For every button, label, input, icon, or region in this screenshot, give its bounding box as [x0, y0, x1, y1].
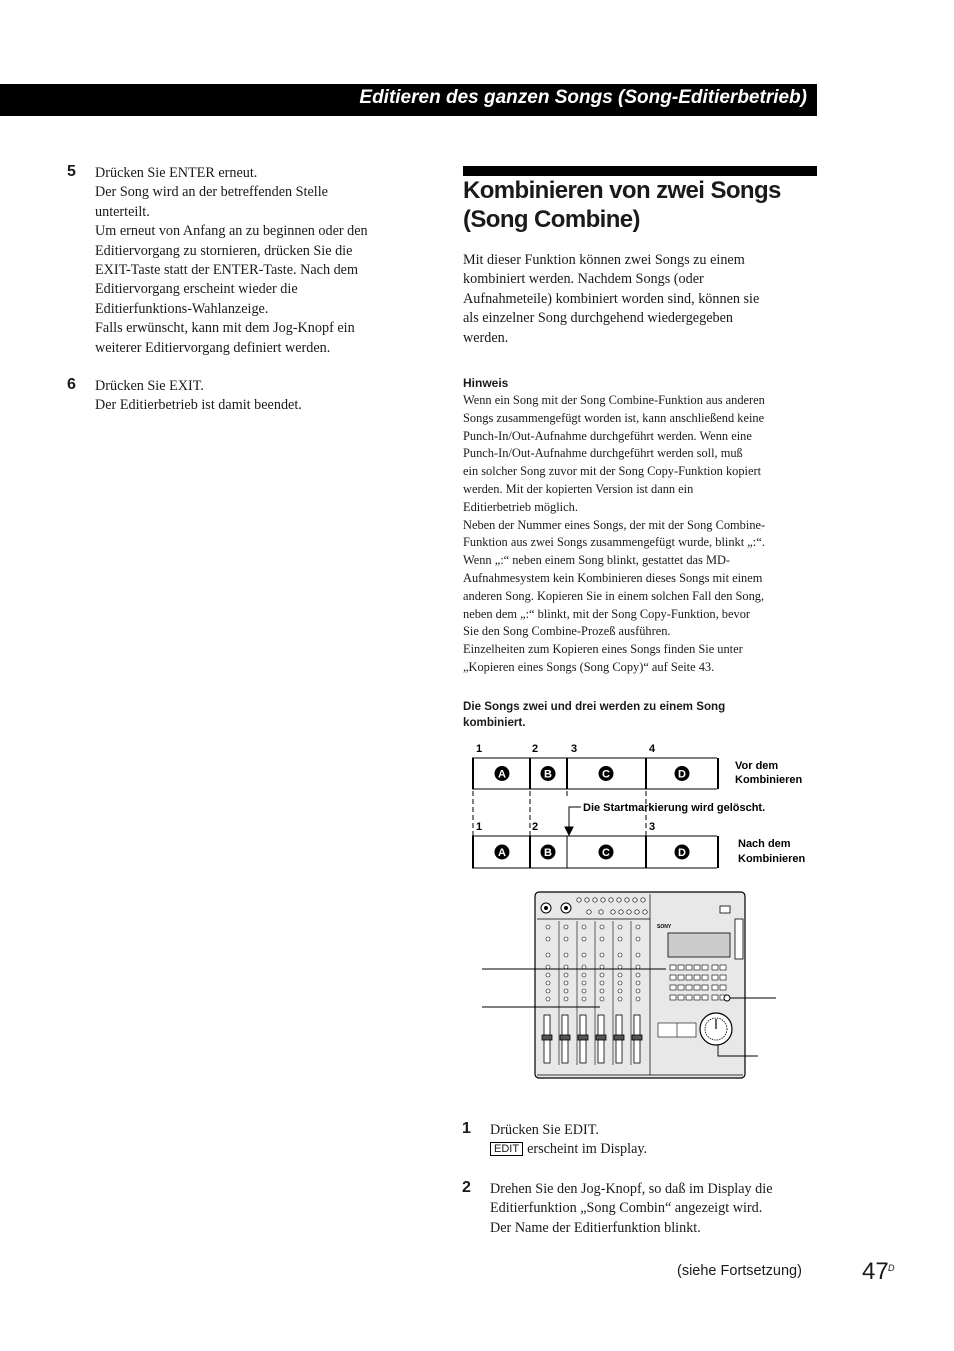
segment-label: C — [602, 847, 610, 859]
chapter-title: Editieren des ganzen Songs (Song-Editierbetrieb) — [359, 87, 807, 108]
step-line: Editiervorgang zu stornieren, drücken Sie die — [95, 242, 353, 259]
page-language-suffix: D — [888, 1263, 895, 1273]
segment-label: A — [498, 768, 506, 781]
after-segments — [495, 845, 690, 860]
song-combine-diagram — [455, 735, 825, 875]
edit-button-highlight — [724, 995, 730, 1001]
hint-line: Einzelheiten zum Kopieren eines Songs finden Sie unter — [463, 642, 743, 657]
segment-label: B — [544, 847, 552, 859]
hint-line: Punch-In/Out-Aufnahme durchgeführt werden soll, muß — [463, 446, 743, 461]
step-line: Editierfunktions-Wahlanzeige. — [95, 300, 269, 317]
display-screen — [668, 933, 730, 957]
hint-line: Editierbetrieb möglich. — [463, 499, 578, 514]
step-line: Drücken Sie EXIT. — [95, 378, 204, 394]
annotation-text: Die Startmarkierung wird gelöscht. — [583, 802, 766, 814]
hint-line: Funktion aus zwei Songs zusammengefügt wurde, blinkt „:“. — [463, 535, 765, 550]
page-number: 47 — [862, 1258, 889, 1285]
step-line: Drücken Sie ENTER erneut. — [95, 165, 258, 181]
mixer-device-illustration — [480, 885, 780, 1085]
hint-line: Aufnahmesystem kein Kombinieren dieses Songs mit einem — [463, 570, 763, 585]
step-6-number: 6 — [67, 376, 76, 393]
section-rule — [463, 166, 817, 176]
after-song-number: 3 — [649, 821, 656, 833]
intro-line: werden. — [463, 329, 509, 346]
step-2-text — [490, 1180, 773, 1238]
segment-label: C — [602, 768, 610, 781]
brand-logo: SONY — [657, 924, 672, 930]
intro-line: als einzelner Song durchgehend wiedergegeben — [463, 310, 733, 327]
section-intro — [463, 251, 823, 348]
continued-note: (siehe Fortsetzung) — [677, 1263, 802, 1279]
step-line: Drücken Sie EDIT. — [490, 1122, 599, 1138]
hint-line: anderen Song. Kopieren Sie in einem solchen Fall den Song, — [463, 588, 765, 603]
intro-line: kombiniert werden. Nachdem Songs (oder — [463, 271, 704, 288]
step-line: Der Editierbetrieb ist damit beendet. — [95, 397, 302, 414]
step-line: Editiervorgang erscheint wieder die — [95, 281, 298, 298]
before-label-line: Vor dem — [735, 760, 779, 772]
step-2-number: 2 — [462, 1179, 471, 1196]
section-title-line: Kombinieren von zwei Songs — [463, 177, 781, 204]
diagram-caption — [463, 699, 725, 731]
section-title — [463, 176, 823, 234]
step-line-rest: erscheint im Display. — [527, 1141, 648, 1158]
step-line: Um erneut von Anfang an zu beginnen oder den — [95, 223, 368, 240]
before-label-line: Kombinieren — [735, 774, 803, 786]
segment-label: A — [498, 847, 506, 859]
hint-line: Wenn ein Song mit der Song Combine-Funktion aus anderen — [463, 393, 765, 407]
intro-line: Mit dieser Funktion können zwei Songs zu einem — [463, 252, 745, 268]
step-line: unterteilt. — [95, 203, 150, 220]
edit-display-indicator: EDIT — [490, 1142, 523, 1156]
step-5-text — [95, 164, 368, 358]
step-line: Falls erwünscht, kann mit dem Jog-Knopf ein — [95, 320, 355, 337]
caption-line: Die Songs zwei und drei werden zu einem Song — [463, 700, 726, 713]
hint-line: Neben der Nummer eines Songs, der mit der Song Combine- — [463, 517, 766, 532]
step-line: Der Name der Editierfunktion blinkt. — [490, 1219, 701, 1236]
header-band — [0, 84, 817, 116]
hint-line: ein solcher Song zuvor mit der Song Copy-Funktion kopiert — [463, 464, 762, 479]
step-line: EXIT-Taste statt der ENTER-Taste. Nach dem — [95, 262, 359, 279]
segment-label: B — [544, 768, 552, 781]
step-line: Drehen Sie den Jog-Knopf, so daß im Display die — [490, 1181, 773, 1197]
step-line — [490, 1140, 647, 1159]
segment-label: D — [678, 768, 686, 781]
before-song-number: 4 — [649, 743, 656, 755]
after-label-line: Nach dem — [738, 838, 791, 850]
after-song-number: 1 — [476, 821, 483, 833]
step-1-number: 1 — [462, 1120, 471, 1137]
step-line: weiterer Editiervorgang definiert werden. — [95, 339, 331, 356]
before-song-number: 2 — [532, 743, 539, 755]
start-mark-arrow — [565, 807, 581, 835]
step-6-text — [95, 377, 302, 416]
segment-label: D — [678, 847, 686, 859]
step-line: Der Song wird an der betreffenden Stelle — [95, 184, 328, 201]
before-song-number: 1 — [476, 743, 483, 755]
caption-line: kombiniert. — [463, 716, 526, 729]
section-title-line: (Song Combine) — [463, 206, 640, 233]
hint-line: Songs zusammengefügt worden ist, kann anschließend keine — [463, 410, 765, 425]
after-label-line: Kombinieren — [738, 853, 806, 865]
hint-line: werden. Mit der kopierten Version ist dann ein — [463, 481, 694, 496]
hint-line: Sie den Song Combine-Prozeß ausführen. — [463, 624, 671, 639]
intro-line: Aufnahmeteile) kombiniert worden sind, können sie — [463, 290, 760, 307]
step-5-number: 5 — [67, 163, 76, 180]
after-song-number: 2 — [532, 821, 539, 833]
before-segments — [495, 766, 690, 781]
step-1-text — [490, 1121, 647, 1160]
hint-line: Punch-In/Out-Aufnahme durchgeführt werden. Wenn eine — [463, 428, 752, 443]
before-song-number: 3 — [571, 743, 578, 755]
hint-line: neben dem „:“ blinkt, mit der Song Copy-Funktion, bevor — [463, 606, 751, 621]
hint-line: Wenn „:“ neben einem Song blinkt, gestattet das MD- — [463, 553, 731, 568]
hint-line: „Kopieren eines Songs (Song Copy)“ auf Seite 43. — [463, 659, 715, 674]
hint-title: Hinweis — [463, 376, 509, 390]
step-line: Editierfunktion „Song Combin“ angezeigt wird. — [490, 1200, 763, 1217]
hint-body — [463, 392, 765, 677]
